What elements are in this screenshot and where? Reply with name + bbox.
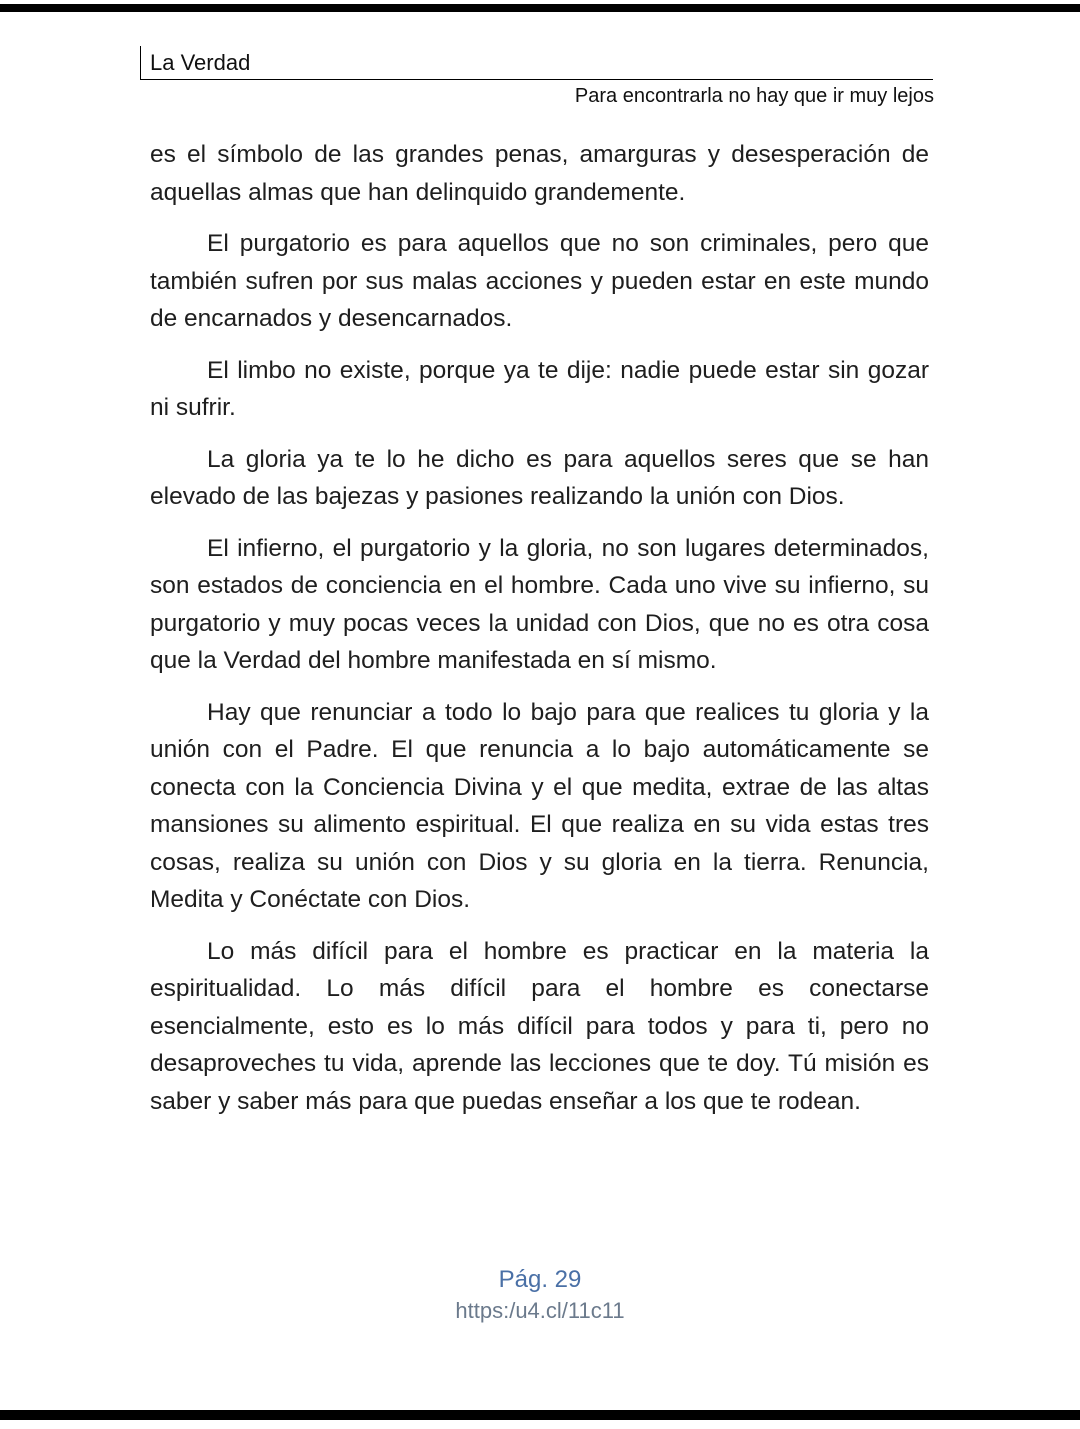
paragraph-3: El limbo no existe, porque ya te dije: nadie puede estar sin gozar ni sufrir. [150,356,929,421]
paragraph-6: Hay que renunciar a todo lo bajo para que realices tu gloria y la unión con el Padre. El que renuncia a lo bajo automáticamente se conecta con la Conciencia Divina y el que medita, extrae de las altas mansiones su alimento espiritual. El que realiza en su vida estas tres cosas, realiza su unión con Dios y su gloria en la tierra. Renuncia, Medita y Conéctate con Dios. [150,698,929,913]
page-number: Pág. 29 [498,1266,582,1293]
paragraph-5: El infierno, el purgatorio y la gloria, no son lugares determinados, son estados de conciencia en el hombre. Cada uno vive su infierno, su purgatorio y muy pocas veces la unidad con Dios, que no es otra cosa que la Verdad del hombre manifestada en sí mismo. [150,534,929,674]
paragraph-4: La gloria ya te lo he dicho es para aquellos seres que se han elevado de las bajezas y pasiones realizando la unión con Dios. [150,445,929,510]
paragraph-1: es el símbolo de las grandes penas, amarguras y desesperación de aquellas almas que han delinquido grandemente. [150,141,929,206]
page-body [150,136,929,1134]
running-header-title: La Verdad [140,46,250,80]
top-black-bar [0,4,1080,12]
paragraph-2: El purgatorio es para aquellos que no son criminales, pero que también sufren por sus malas acciones y pueden estar en este mundo de encarnados y desencarnados. [150,230,929,332]
bottom-black-bar [0,1410,1080,1420]
paragraph-7: Lo más difícil para el hombre es practicar en la materia la espiritualidad. Lo más difícil para el hombre es conectarse esencialmente, esto es lo más difícil para todos y para ti, pero no desaproveches tu vida, aprende las lecciones que te doy. Tú misión es saber y saber más para que puedas enseñar a los que te rodean. [150,937,929,1115]
footer-url: https:/u4.cl/11c11 [455,1298,625,1323]
running-header-subtitle: Para encontrarla no hay que ir muy lejos [574,85,934,107]
header-rule [140,79,933,80]
